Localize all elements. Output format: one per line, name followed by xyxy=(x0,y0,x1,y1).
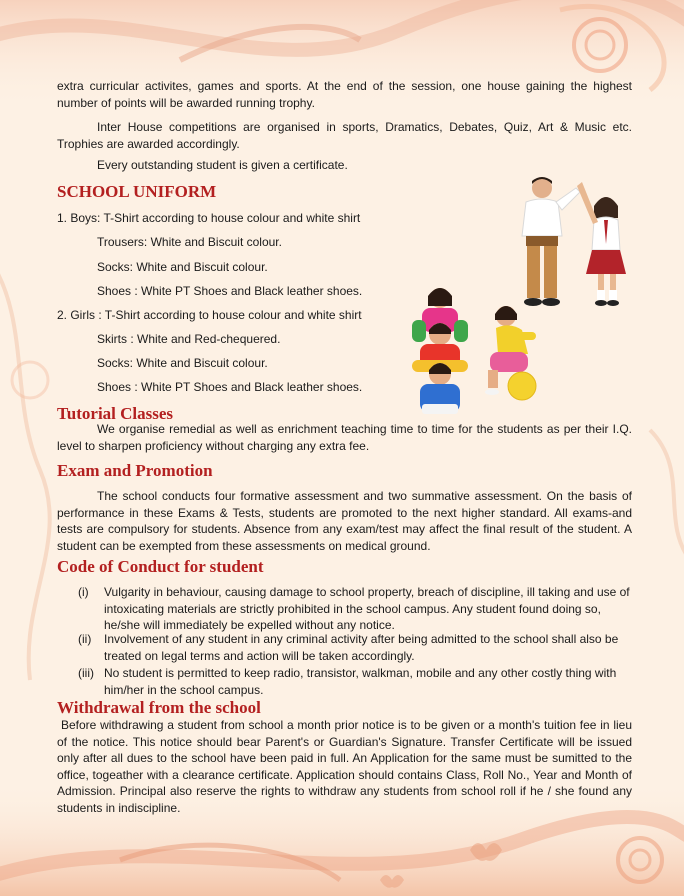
conduct-item-text: Involvement of any student in any criminal activity after being admitted to the school shall also be treated on legal terms and action will be taken accordingly. xyxy=(104,632,619,663)
girls-socks-item: Socks: White and Biscuit colour. xyxy=(97,356,268,370)
boys-shoes-item: Shoes : White PT Shoes and Black leather shoes. xyxy=(97,284,363,298)
conduct-item-number: (i) xyxy=(78,585,89,599)
conduct-item-number: (ii) xyxy=(78,632,92,646)
conduct-item-text: Vulgarity in behaviour, causing damage to school property, breach of discipline, ill taking and use of intoxicating materials are strictly prohibited in the school campus. Any student found doing so, he/she will immediately be expelled without any notice. xyxy=(104,585,630,632)
conduct-item xyxy=(78,631,632,664)
code-of-conduct-heading: Code of Conduct for student xyxy=(57,557,264,576)
boys-socks-item: Socks: White and Biscuit colour. xyxy=(97,260,268,274)
children-group-photo xyxy=(406,284,474,416)
withdrawal-text: Before withdrawing a student from school a month prior notice is to be given or a month's tuition fee in lieu of the notice. This notice should bear Parent's or Guardian's Signature. Transfer Certificate will be issued only after all dues to the school have been paid in full. An Application for the same must be sumitted to the office, togeather with a clearance certificate. Application should contains Class, Roll No., Year and Month of Admission. Principal also reserve the rights to withdraw any students from school roll if he / she found any students in indiscipline. xyxy=(57,718,632,815)
students-uniform-photo xyxy=(508,172,636,310)
house-competitions-paragraph: Inter House competitions are organised in sports, Dramatics, Debates, Quiz, Art & Music etc. Trophies are awarded accordingly. xyxy=(57,120,632,151)
certificate-paragraph: Every outstanding student is given a certificate. xyxy=(97,158,348,172)
conduct-item xyxy=(78,584,632,634)
girls-skirts-item: Skirts : White and Red-chequered. xyxy=(97,332,281,346)
conduct-item xyxy=(78,665,632,698)
boys-uniform-item: 1. Boys: T-Shirt according to house colour and white shirt xyxy=(57,211,361,225)
boys-trousers-item: Trousers: White and Biscuit colour. xyxy=(97,235,282,249)
conduct-item-number: (iii) xyxy=(78,666,94,680)
child-on-ball-photo xyxy=(484,302,544,402)
girls-uniform-item: 2. Girls : T-Shirt according to house colour and white shirt xyxy=(57,308,362,322)
exam-promotion-text: The school conducts four formative assessment and two summative assessment. On the basis of performance in these Exams & Tests, students are promoted to the next higher standard. All exams-and tests are compulsory for students. Absence from any exam/test may affect the final result of the student. A student can be exempted from these assessments on medical ground. xyxy=(57,489,632,553)
intro-paragraph: extra curricular activites, games and sports. At the end of the session, one house gaining the highest number of points will be awarded running trophy. xyxy=(57,79,632,110)
conduct-item-text: No student is permitted to keep radio, transistor, walkman, mobile and any other costly thing with him/her in the school campus. xyxy=(104,666,617,697)
withdrawal-heading: Withdrawal from the school xyxy=(57,698,261,717)
tutorial-classes-text: We organise remedial as well as enrichment teaching time to time for the students as per their I.Q. level to sharpen proficiency without charging any extra fee. xyxy=(57,422,632,453)
girls-shoes-item: Shoes : White PT Shoes and Black leather shoes. xyxy=(97,380,363,394)
exam-promotion-heading: Exam and Promotion xyxy=(57,461,213,480)
school-uniform-heading: SCHOOL UNIFORM xyxy=(57,182,217,201)
tutorial-classes-heading: Tutorial Classes xyxy=(57,404,174,423)
